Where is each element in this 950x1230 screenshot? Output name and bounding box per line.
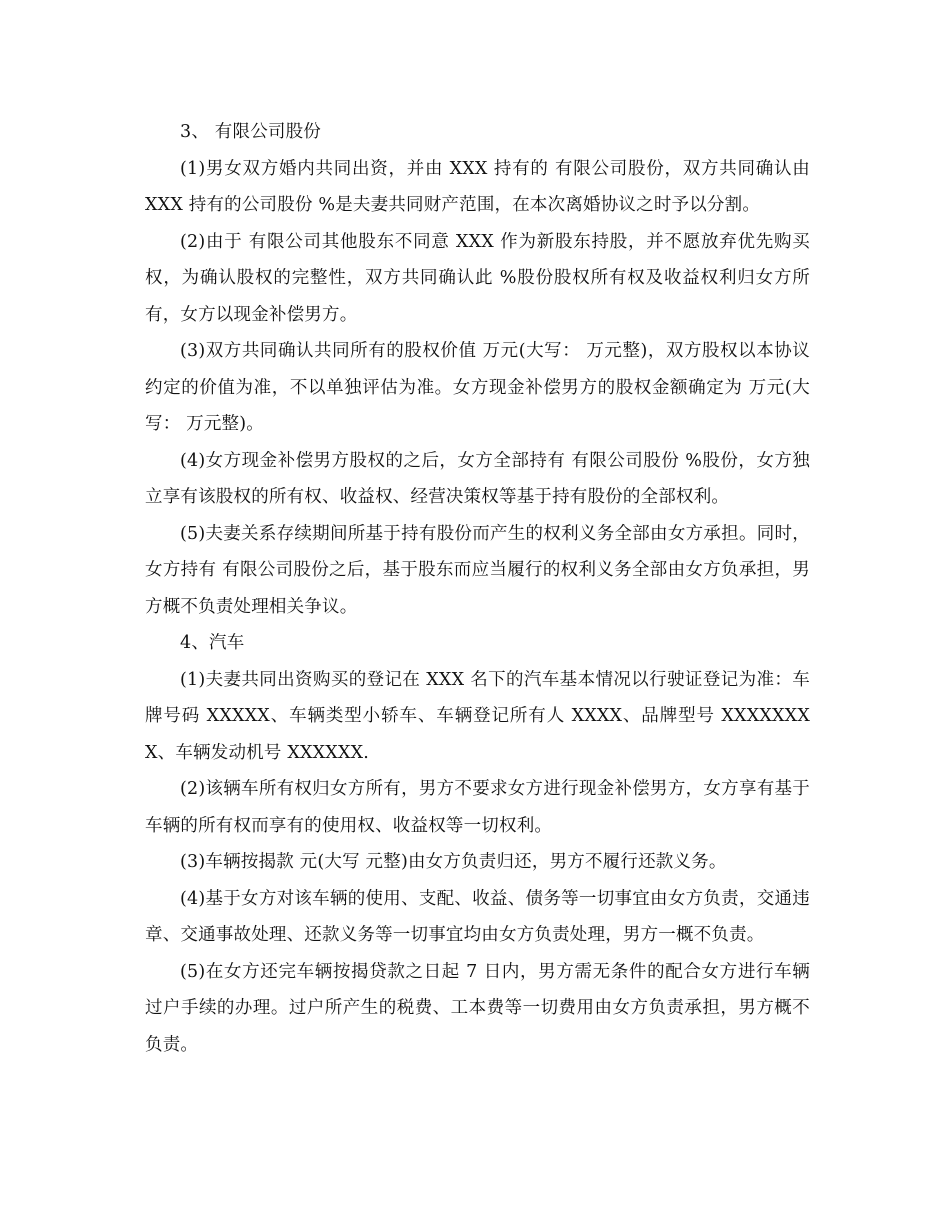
section-4-paragraph-2: (2)该辆车所有权归女方所有，男方不要求女方进行现金补偿男方，女方享有基于车辆的所有权而享有的使用权、收益权等一切权利。 [145,779,810,836]
section-4-paragraph-4: (4)基于女方对该车辆的使用、支配、收益、债务等一切事宜由女方负责，交通违章、交通事故处理、还款义务等一切事宜均由女方负责处理，男方一概不负责。 [145,888,810,945]
section-3-paragraph-4: (4)女方现金补偿男方股权的之后，女方全部持有 有限公司股份 %股份，女方独立享有该股权的所有权、收益权、经营决策权等基于持有股份的全部权利。 [145,450,810,507]
section-4-heading: 4、汽车 [180,633,245,653]
section-3-paragraph-2: (2)由于 有限公司其他股东不同意 XXX 作为新股东持股，并不愿放弃优先购买权，为确认股权的完整性，双方共同确认此 %股份股权所有权及收益权利归女方所有，女方以现金补偿男方。 [145,231,810,325]
section-4-paragraph-5: (5)在女方还完车辆按揭贷款之日起 7 日内，男方需无条件的配合女方进行车辆过户手续的办理。过户所产生的税费、工本费等一切费用由女方负责承担，男方概不负责。 [145,961,810,1055]
document-body [145,114,810,1063]
section-4-paragraph-3: (3)车辆按揭款 元(大写 元整)由女方负责归还，男方不履行还款义务。 [180,852,727,872]
section-3-heading: 3、 有限公司股份 [180,122,321,142]
section-4-paragraph-1: (1)夫妻共同出资购买的登记在 XXX 名下的汽车基本情况以行驶证登记为准：车牌号码 XXXXX、车辆类型小轿车、车辆登记所有人 XXXX、品牌型号 XXXXXXXX、车辆发动机号 XXXXXX. [145,669,810,763]
section-3-paragraph-3: (3)双方共同确认共同所有的股权价值 万元(大写： 万元整)，双方股权以本协议约定的价值为准，不以单独评估为准。女方现金补偿男方的股权金额确定为 万元(大写： 万元整)。 [145,341,810,434]
section-3-paragraph-5: (5)夫妻关系存续期间所基于持有股份而产生的权利义务全部由女方承担。同时，女方持有 有限公司股份之后，基于股东而应当履行的权利义务全部由女方负承担，男方概不负责处理相关争议。 [145,523,810,617]
section-3-paragraph-1: (1)男女双方婚内共同出资，并由 XXX 持有的 有限公司股份，双方共同确认由 XXX 持有的公司股份 %是夫妻共同财产范围，在本次离婚协议之时予以分割。 [145,158,810,215]
